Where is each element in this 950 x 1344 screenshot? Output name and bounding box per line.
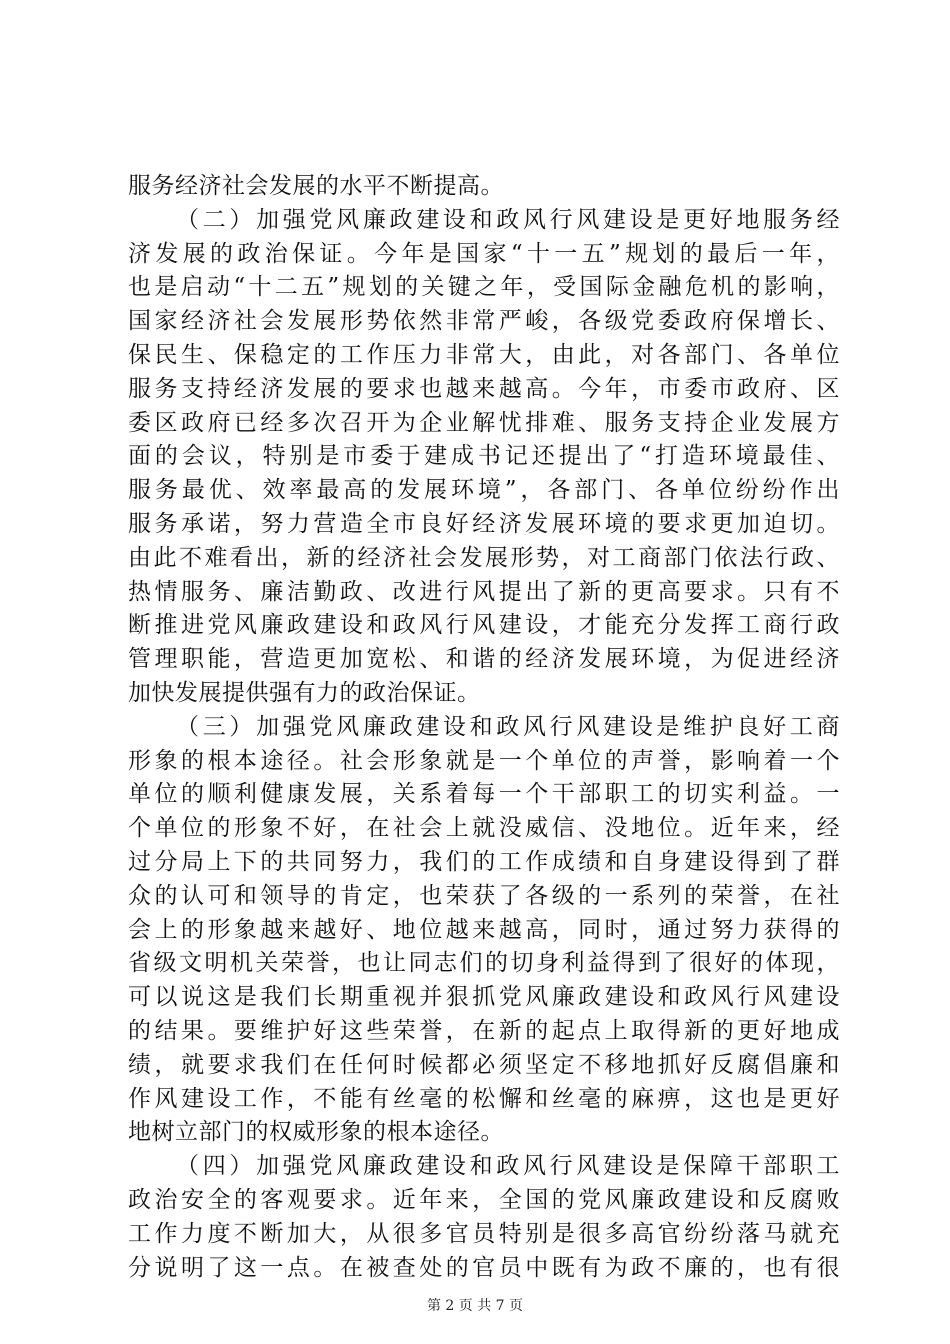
text-line: 由此不难看出，新的经济社会发展形势，对工商部门依法行政、 bbox=[128, 544, 840, 571]
text-line: 断推进党风廉政建设和政风行风建设，才能充分发挥工商行政 bbox=[128, 612, 840, 639]
text-line: 个单位的形象不好，在社会上就没威信、没地位。近年来，经 bbox=[128, 815, 840, 842]
text-line: 济发展的政治保证。今年是国家“十一五”规划的最后一年， bbox=[128, 240, 840, 267]
text-line: 过分局上下的共同努力，我们的工作成绩和自身建设得到了群 bbox=[128, 848, 840, 875]
text-line: 管理职能，营造更加宽松、和谐的经济发展环境，为促进经济 bbox=[128, 646, 840, 673]
text-line: 作风建设工作，不能有丝毫的松懈和丝毫的麻痹，这也是更好 bbox=[128, 1085, 840, 1112]
text-line: 众的认可和领导的肯定，也荣获了各级的一系列的荣誉，在社 bbox=[128, 882, 840, 909]
text-line: 服务支持经济发展的要求也越来越高。今年，市委市政府、区 bbox=[128, 375, 840, 402]
text-line: 国家经济社会发展形势依然非常严峻，各级党委政府保增长、 bbox=[128, 308, 840, 335]
page-footer: 第 2 页 共 7 页 bbox=[426, 1298, 524, 1314]
text-line: 政治安全的客观要求。近年来，全国的党风廉政建设和反腐败 bbox=[128, 1186, 840, 1213]
text-line: 省级文明机关荣誉，也让同志们的切身利益得到了很好的体现， bbox=[128, 950, 840, 977]
text-line: 单位的顺利健康发展，关系着每一个干部职工的切实利益。一 bbox=[128, 781, 840, 808]
text-line: 工作力度不断加大，从很多官员特别是很多高官纷纷落马就充 bbox=[128, 1220, 840, 1247]
text-line: 地树立部门的权威形象的根本途径。 bbox=[128, 1119, 504, 1146]
text-line: 形象的根本途径。社会形象就是一个单位的声誉，影响着一个 bbox=[128, 747, 840, 774]
text-line: 面的会议，特别是市委于建成书记还提出了“打造环境最佳、 bbox=[128, 443, 840, 470]
document-body bbox=[128, 170, 840, 1285]
text-line: （三）加强党风廉政建设和政风行风建设是维护良好工商 bbox=[176, 713, 840, 740]
text-line: 服务承诺，努力营造全市良好经济发展环境的要求更加迫切。 bbox=[128, 510, 840, 537]
text-line: 分说明了这一点。在被查处的官员中既有为政不廉的，也有很 bbox=[128, 1254, 840, 1281]
text-line: 可以说这是我们长期重视并狠抓党风廉政建设和政风行风建设 bbox=[128, 984, 840, 1011]
text-line: 服务最优、效率最高的发展环境”，各部门、各单位纷纷作出 bbox=[128, 477, 840, 504]
text-line: （四）加强党风廉政建设和政风行风建设是保障干部职工 bbox=[176, 1153, 840, 1180]
text-line: （二）加强党风廉政建设和政风行风建设是更好地服务经 bbox=[176, 206, 840, 233]
text-line: 服务经济社会发展的水平不断提高。 bbox=[128, 173, 504, 199]
text-line: 热情服务、廉洁勤政、改进行风提出了新的更高要求。只有不 bbox=[128, 578, 840, 605]
text-line: 加快发展提供强有力的政治保证。 bbox=[128, 679, 481, 706]
text-line: 的结果。要维护好这些荣誉，在新的起点上取得新的更好地成 bbox=[128, 1017, 840, 1044]
text-line: 委区政府已经多次召开为企业解忧排难、服务支持企业发展方 bbox=[128, 409, 840, 436]
text-line: 会上的形象越来越好、地位越来越高，同时，通过努力获得的 bbox=[128, 916, 840, 943]
text-line: 保民生、保稳定的工作压力非常大，由此，对各部门、各单位 bbox=[128, 341, 840, 368]
text-line: 绩，就要求我们在任何时候都必须坚定不移地抓好反腐倡廉和 bbox=[128, 1051, 840, 1078]
text-line: 也是启动“十二五”规划的关键之年，受国际金融危机的影响， bbox=[128, 274, 840, 301]
